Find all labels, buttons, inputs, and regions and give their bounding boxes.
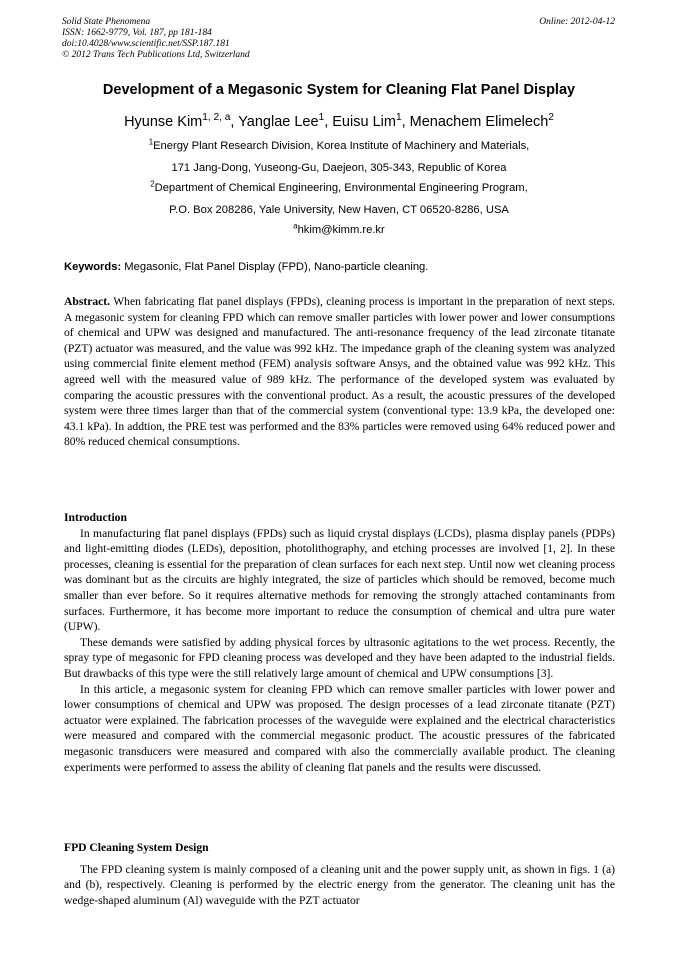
design-heading: FPD Cleaning System Design (64, 841, 209, 854)
doi-line: doi:10.4028/www.scientific.net/SSP.187.181 (62, 39, 230, 49)
affiliation-2-line-2: P.O. Box 208286, Yale University, New Haven, CT 06520-8286, USA (169, 204, 509, 216)
author-sup: 2 (548, 112, 554, 124)
keywords-text: Megasonic, Flat Panel Display (FPD), Nano-particle cleaning. (121, 261, 429, 273)
affiliation-1-line-1: $^1$Energy Plant Research Division, Korea Institute of Machinery and Materials, (148, 137, 530, 152)
abstract-text: When fabricating flat panel displays (FPDs), cleaning process is important in the preparation of next steps. A megasonic system for cleaning FPD which can remove smaller particles with lower power and lower consumptions of chemical and UPW was designed and manufactured. The anti-resonance frequency of the lead zirconate titanate (PZT) actuator was measured, and the value was 992 kHz. The impedance graph of the cleaning system was analyzed using commercial finite element method (FEM) analysis software Ansys, and the obtained value was 992 kHz. This agreed well with the measured value of 989 kHz. The performance of the developed system was evaluated by comparing the acoustic pressures with the conventional product. As a result, the acoustic pressures of the developed system were three times larger than that of the commercial system (conventional type: 13.9 kPa, the developed one: 43.1 kPa). In addtion, the PRE test was performed and the 83% particles were removed using 64% reduced power and 80% reduced chemical consumptions. (64, 295, 615, 449)
paragraph: The FPD cleaning system is mainly composed of a cleaning unit and the power supply unit, as shown in figs. 1 (a) and (b), respectively. Cleaning is performed by the electric energy from the generator. The cleaning unit has the wedge-shaped aluminum (Al) waveguide with the PZT actuator (64, 862, 615, 907)
author-list: Hyunse Kim$^{1, 2, a}$, Yanglae Lee$^1$, Euisu Lim$^1$, Menachem Elimelech$^2$ (124, 112, 554, 130)
author-sup: 1 (318, 112, 325, 124)
email-address: hkim@kimm.re.kr (297, 224, 385, 236)
keywords (64, 261, 616, 273)
introduction-heading: Introduction (64, 511, 127, 524)
author-sup: 1, 2, a (202, 112, 231, 124)
author-name: Menachem Elimelech (409, 114, 549, 130)
abstract-label: Abstract. (64, 295, 111, 308)
introduction-section (64, 510, 615, 775)
design-section (64, 840, 615, 908)
paper-title: Development of a Megasonic System for Cleaning Flat Panel Display (102, 82, 576, 98)
journal-header (62, 17, 615, 61)
author-name: Hyunse Kim (124, 114, 203, 130)
issn-line: ISSN: 1662-9779, Vol. 187, pp 181-184 (62, 28, 212, 38)
copyright-line: © 2012 Trans Tech Publications Ltd, Switzerland (62, 50, 250, 60)
author-name: Yanglae Lee (238, 114, 319, 130)
online-date: Online: 2012-04-12 (539, 17, 615, 27)
affiliation-1-line-2: 171 Jang-Dong, Yuseong-Gu, Daejeon, 305-343, Republic of Korea (171, 162, 507, 174)
author-sup: 1 (395, 112, 402, 124)
keywords-label: Keywords: (64, 261, 122, 273)
paragraph: In manufacturing flat panel displays (FPDs) such as liquid crystal displays (LCDs), plasma display panels (PDPs) and light-emitting diodes (LEDs), deposition, photolithography, and etching processes are involved [1, 2]. In these processes, cleaning is essential for the preparation of clean surfaces for each next step. Until now wet cleaning process was dominant but as the circuits are highly integrated, the size of particles which should be removed, become much smaller than ever before. So it requires alternative methods for removing the strongly attached contaminants from surfaces. Furthermore, it has become more important to reduce the consumption of chemical and ultra pure water (UPW). (64, 526, 615, 634)
abstract (64, 294, 615, 450)
author-name: Euisu Lim (332, 114, 396, 130)
paragraph: In this article, a megasonic system for cleaning FPD which can remove smaller particles with lower power and lower consumptions of chemical and UPW was proposed. The design processes of a lead zirconate titanate (PZT) actuator were explained. The fabrication processes of the waveguide were explained and the electrical characteristics were measured and compared with the commercial megasonic product. The acoustic pressures of the fabricated megasonic transducers were measured and compared with also the commercially available product. The cleaning experiments were performed to assess the ability of cleaning flat panels and the results were discussed. (64, 682, 615, 774)
paragraph: These demands were satisfied by adding physical forces by ultrasonic agitations to the wet process. Recently, the spray type of megasonic for FPD cleaning process was developed and they have been adapted to the industrial fields. But drawbacks of this type were the still relatively large amount of chemical and UPW consumptions [3]. (64, 635, 615, 680)
affiliation-2-line-1: $^2$Department of Chemical Engineering, Environmental Engineering Program, (150, 179, 528, 194)
email-line: $^a$hkim@kimm.re.kr (293, 221, 385, 236)
journal-name: Solid State Phenomena (62, 17, 151, 27)
